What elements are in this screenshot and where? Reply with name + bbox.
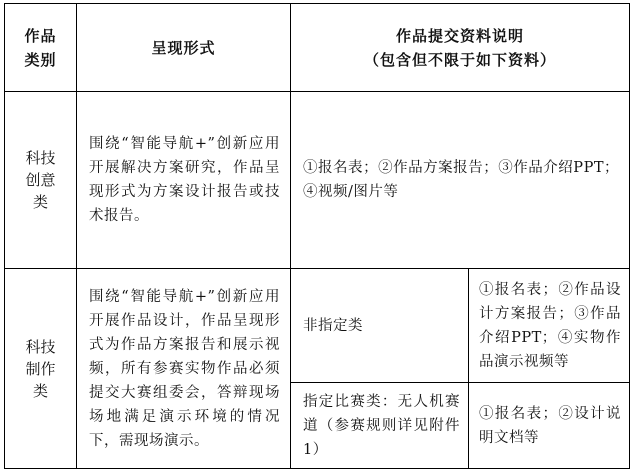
- table-border-bottom: [4, 468, 630, 469]
- row2-sub2-type-cell: [291, 383, 468, 468]
- row2-sub2-materials: ①报名表；②设计说明文档等: [479, 405, 621, 446]
- row1-category-cell: [5, 92, 76, 268]
- row2-sub1-type-cell: [291, 269, 468, 382]
- row2-sub2-type: 指定比赛类：无人机赛道（参赛规则详见附件1）: [303, 393, 460, 458]
- row2-sub1-type: 非指定类: [303, 317, 363, 334]
- header-category-cell: [5, 4, 76, 91]
- row1-form: 围绕“智能导航+”创新应用开展解决方案研究，作品呈现形式为方案设计报告或技术报告。: [89, 136, 280, 224]
- header-form: 呈现形式: [151, 38, 216, 57]
- header-category: 作品 类别: [24, 26, 57, 69]
- row1-materials: ①报名表；②作品方案报告；③作品介绍PPT；④视频/图片等: [303, 160, 619, 200]
- row1-materials-cell: [291, 92, 629, 268]
- row2-category: 科技 制作 类: [25, 337, 56, 400]
- row2-sub1-materials: ①报名表；②作品设计方案报告；③作品介绍PPT；④实物作品演示视频等: [479, 281, 621, 370]
- header-form-cell: [77, 4, 290, 91]
- row1-form-cell: [77, 92, 290, 268]
- header-materials-subtitle: （包含但不限于如下资料）: [363, 50, 556, 69]
- header-materials-title: 作品提交资料说明: [395, 26, 524, 45]
- row2-form: 围绕“智能导航+”创新应用开展作品设计，作品呈现形式为作品方案报告和展示视频，所有参赛实物作品必须提交大赛组委会，答辩现场场地满足演示环境的情况下，需现场演示。: [89, 288, 280, 449]
- table-border-right: [629, 3, 630, 469]
- row2-category-cell: [5, 269, 76, 468]
- row2-sub1-materials-cell: [469, 269, 629, 382]
- row1-category: 科技 创意 类: [25, 149, 56, 211]
- header-materials-cell: [291, 4, 629, 91]
- row2-sub2-materials-cell: [469, 383, 629, 468]
- row2-form-cell: [77, 269, 290, 468]
